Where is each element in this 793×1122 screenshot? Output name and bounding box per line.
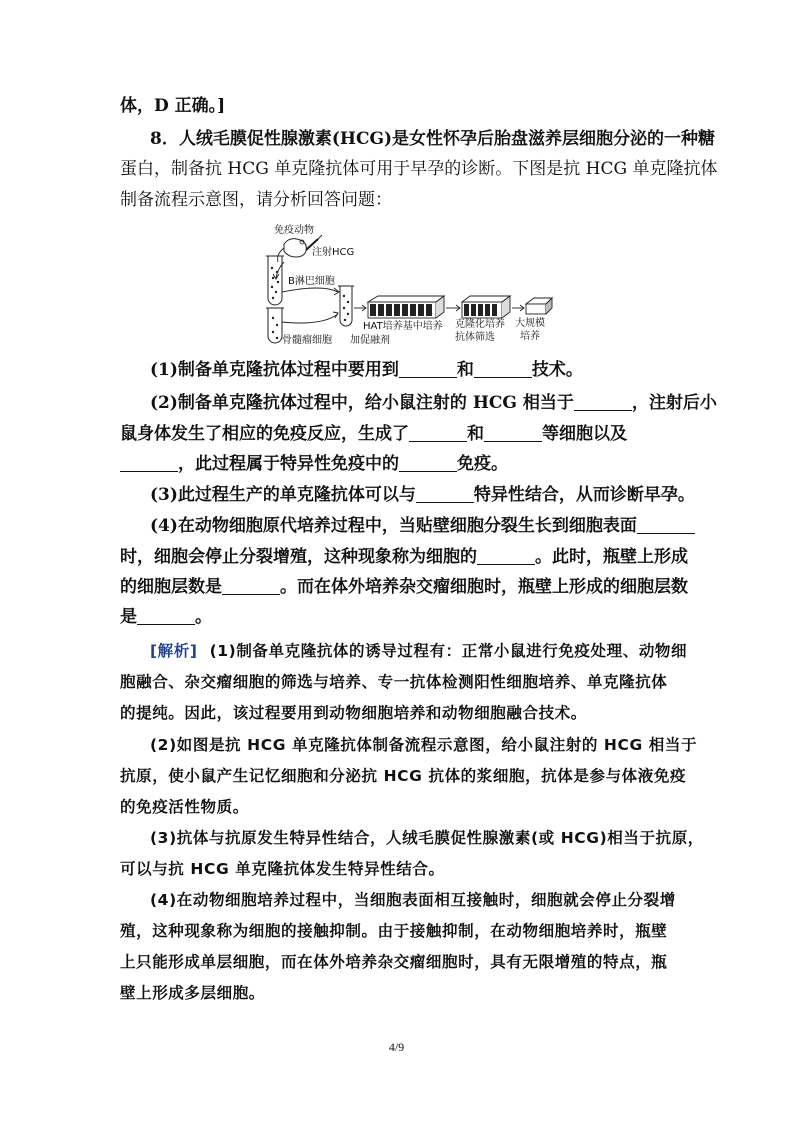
page-number: 4/9 [388,1040,405,1054]
answer-blank [120,455,178,472]
large-scale-culture-box [526,298,552,314]
q1-text-c: 技术。 [531,360,583,380]
tube-fusion [338,286,354,326]
stem-line-3: 制备流程示意图，请分析回答问题： [120,190,392,210]
question-8-part-4-line-2 [120,546,688,568]
q2-text-b: ，注射后小 [631,393,717,413]
analysis-text: (1)制备单克隆抗体的诱导过程有：正常小鼠进行免疫处理、动物细 [209,642,688,660]
analysis-p2-line-1: (2)如图是抗 HCG 单克隆抗体制备流程示意图，给小鼠注射的 HCG 相当于 [150,736,698,754]
stem-line-1: 人绒毛膜促性腺激素(HCG)是女性怀孕后胎盘滋养层细胞分泌的一种糖 [178,129,716,149]
tube-b-lymphocyte [266,256,284,305]
q2-text-f: ，此过程属于特异性免疫中的 [178,454,399,474]
prev-answer-tail: 体，D 正确。] [120,96,226,116]
analysis-p2-line-3: 的免疫活性物质。 [120,798,249,816]
hat-culture-plate [368,296,444,318]
stem-line-2: 蛋白，制备抗 HCG 单克隆抗体可用于早孕的诊断。下图是抗 HCG 单克隆抗体 [120,159,718,179]
question-8-stem [150,128,715,150]
q2-text-a: (2)制备单克隆抗体过程中，给小鼠注射的 HCG 相当于 [150,393,574,413]
question-8-part-2-line-3 [120,453,508,475]
label-hat-culture: HAT培养基中培养 [363,321,443,332]
answer-blank [222,578,280,595]
answer-blank [409,425,467,442]
label-inject-hcg: 注射HCG [312,247,355,258]
answer-blank [399,455,457,472]
answer-blank [137,608,195,625]
q2-text-c: 鼠身体发生了相应的免疫反应，生成了 [120,424,409,444]
analysis-p1-line-1 [150,640,687,662]
question-8-part-1 [150,359,583,381]
question-8-part-2-line-1 [150,392,717,414]
answer-blank [477,548,535,565]
question-8-part-2-line-2 [120,423,627,445]
label-fusion-agent: 加促融剂 [350,335,390,346]
question-number: 8． [150,129,179,149]
q4-text-e: 。而在体外培养杂交瘤细胞时，瓶壁上形成的细胞层数 [280,577,688,597]
label-culture: 培养 [520,331,540,342]
question-8-part-4-line-4 [120,606,212,628]
q4-text-a: (4)在动物细胞原代培养过程中，当贴壁细胞分裂生长到细胞表面 [150,516,637,536]
question-8-part-4-line-1 [150,515,695,537]
question-8-part-4-line-3 [120,576,688,598]
analysis-p3-line-2: 可以与抗 HCG 单克隆抗体发生特异性结合。 [120,860,445,878]
q1-text-a: (1)制备单克隆抗体过程中要用到 [150,360,399,380]
q4-text-b: 时，细胞会停止分裂增殖，这种现象称为细胞的 [120,547,477,567]
q4-text-f: 是 [120,607,137,627]
label-myeloma-cell: 骨髓瘤细胞 [282,335,332,346]
analysis-p4-line-2: 殖，这种现象称为细胞的接触抑制。由于接触抑制，在动物细胞培养时，瓶壁 [120,922,668,940]
analysis-tag: [解析] [150,642,198,660]
label-b-lymphocyte: B淋巴细胞 [288,276,335,287]
answer-blank [484,425,542,442]
q2-text-g: 免疫。 [457,454,508,474]
answer-blank [574,394,632,411]
answer-blank [399,361,457,378]
answer-blank [637,517,695,534]
label-antibody-screening: 抗体筛选 [455,332,495,343]
q2-text-d: 和 [467,424,484,444]
analysis-p3-line-1: (3)抗体与抗原发生特异性结合，人绒毛膜促性腺激素(或 HCG)相当于抗原， [150,829,704,847]
analysis-p4-line-3: 上只能形成单层细胞，而在体外培养杂交瘤细胞时，具有无限增殖的特点，瓶 [120,953,668,971]
analysis-p1-line-3: 的提纯。因此，该过程要用到动物细胞培养和动物细胞融合技术。 [120,704,587,722]
hcg-antibody-flow-diagram [262,222,562,348]
analysis-p4-line-4: 壁上形成多层细胞。 [120,984,265,1002]
analysis-p1-line-2: 胞融合、杂交瘤细胞的筛选与培养、专一抗体检测阳性细胞培养、单克隆抗体 [120,673,668,691]
q4-text-d: 的细胞层数是 [120,577,222,597]
analysis-p4-line-1: (4)在动物细胞培养过程中，当细胞表面相互接触时，细胞就会停止分裂增 [150,891,676,909]
q3-text-b: 特异性结合，从而诊断早孕。 [473,485,695,505]
q4-text-g: 。 [195,607,212,627]
answer-blank [474,361,532,378]
q1-text-b: 和 [456,360,474,380]
analysis-p2-line-2: 抗原，使小鼠产生记忆细胞和分泌抗 HCG 抗体的浆细胞，抗体是参与体液免疫 [120,767,687,785]
label-large-scale: 大规模 [515,318,545,329]
label-immune-animal: 免疫动物 [274,225,314,236]
arrow-mouse-to-b-cells [276,262,284,278]
answer-blank [416,486,474,503]
q2-text-e: 等细胞以及 [542,424,627,444]
question-8-part-3 [150,484,695,506]
q3-text-a: (3)此过程生产的单克隆抗体可以与 [150,485,416,505]
clone-culture-plate [462,296,510,318]
label-clone-culture: 克隆化培养 [455,319,505,330]
q4-text-c: 。此时，瓶壁上形成 [535,547,688,567]
